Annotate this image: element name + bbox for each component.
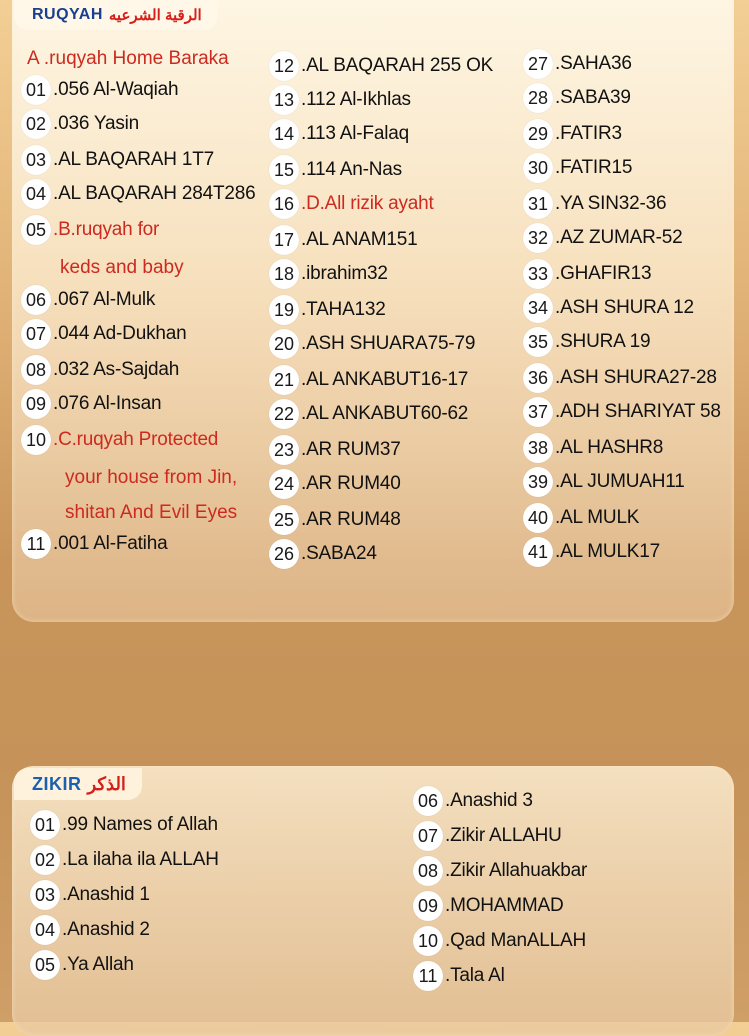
- item-number-badge: 22: [269, 399, 299, 429]
- ruqyah-title-en: RUQYAH: [32, 6, 103, 23]
- item-number-badge: 09: [21, 389, 51, 419]
- item-label: .SHURA 19: [555, 331, 651, 352]
- item-label: .AL MULK17: [555, 541, 661, 562]
- item-number-badge: 16: [269, 189, 299, 219]
- item-label: .114 An-Nas: [301, 159, 402, 180]
- list-item[interactable]: [269, 188, 434, 220]
- item-number-badge: 05: [30, 950, 60, 980]
- list-item[interactable]: [523, 502, 639, 534]
- item-label: .C.ruqyah Protected: [53, 429, 219, 450]
- item-label: .AL HASHR8: [555, 437, 664, 458]
- list-item[interactable]: [413, 855, 587, 887]
- list-item[interactable]: [30, 949, 134, 981]
- list-item[interactable]: [21, 74, 178, 106]
- section-c-continuation-1: your house from Jin,: [65, 467, 238, 488]
- item-number-badge: 37: [523, 397, 553, 427]
- list-item[interactable]: [523, 222, 682, 254]
- list-item[interactable]: [269, 258, 388, 290]
- item-number-badge: 41: [523, 537, 553, 567]
- item-number-badge: 10: [413, 926, 443, 956]
- item-number-badge: 31: [523, 189, 553, 219]
- item-number-badge: 24: [269, 469, 299, 499]
- item-label: .SABA39: [555, 87, 631, 108]
- item-number-badge: 33: [523, 259, 553, 289]
- item-label: .99 Names of Allah: [62, 814, 218, 835]
- list-item[interactable]: [21, 108, 139, 140]
- list-item[interactable]: [269, 504, 401, 536]
- item-number-badge: 35: [523, 327, 553, 357]
- item-label: .B.ruqyah for: [53, 219, 160, 240]
- zikir-title-en: ZIKIR: [32, 773, 82, 794]
- list-item[interactable]: [413, 960, 505, 992]
- item-number-badge: 07: [413, 821, 443, 851]
- list-item[interactable]: [269, 224, 417, 256]
- item-number-badge: 21: [269, 365, 299, 395]
- item-label: .AL BAQARAH 1T7: [53, 149, 215, 170]
- item-number-badge: 32: [523, 223, 553, 253]
- list-item[interactable]: [30, 879, 150, 911]
- item-number-badge: 04: [21, 179, 51, 209]
- item-label: .AL MULK: [555, 507, 640, 528]
- item-label: .AR RUM37: [301, 439, 401, 460]
- list-item[interactable]: [21, 354, 179, 386]
- item-number-badge: 29: [523, 119, 553, 149]
- list-item[interactable]: [269, 154, 402, 186]
- item-label: .GHAFIR13: [555, 263, 652, 284]
- item-label: .036 Yasin: [53, 113, 140, 134]
- item-label: .MOHAMMAD: [445, 895, 564, 916]
- item-label: .FATIR3: [555, 123, 622, 144]
- list-item[interactable]: [21, 318, 186, 350]
- list-item[interactable]: [523, 466, 685, 498]
- item-number-badge: 07: [21, 319, 51, 349]
- item-label: .ibrahim32: [301, 263, 388, 284]
- list-item[interactable]: [523, 362, 717, 394]
- list-item[interactable]: [21, 178, 256, 210]
- item-label: .056 Al-Waqiah: [53, 79, 179, 100]
- list-item[interactable]: [523, 152, 632, 184]
- item-label: .AL BAQARAH 255 OK: [301, 55, 494, 76]
- list-item[interactable]: [413, 890, 564, 922]
- ruqyah-title-ar: الرقية الشرعيه: [108, 7, 202, 24]
- item-number-badge: 27: [523, 49, 553, 79]
- section-a-heading: A .ruqyah Home Baraka: [27, 48, 229, 69]
- item-label: .ASH SHURA27-28: [555, 367, 717, 388]
- item-number-badge: 39: [523, 467, 553, 497]
- item-number-badge: 30: [523, 153, 553, 183]
- item-number-badge: 05: [21, 215, 51, 245]
- list-item[interactable]: [30, 844, 219, 876]
- item-label: .AL JUMUAH11: [555, 471, 685, 492]
- item-label: .Zikir Allahuakbar: [445, 860, 588, 881]
- item-number-badge: 40: [523, 503, 553, 533]
- item-label: .FATIR15: [555, 157, 633, 178]
- item-number-badge: 03: [21, 145, 51, 175]
- item-number-badge: 23: [269, 435, 299, 465]
- item-label: .TAHA132: [301, 299, 386, 320]
- list-item[interactable]: [21, 528, 167, 560]
- item-label: .AR RUM40: [301, 473, 401, 494]
- list-item[interactable]: [269, 364, 468, 396]
- item-label: .067 Al-Mulk: [53, 289, 156, 310]
- item-number-badge: 34: [523, 293, 553, 323]
- item-number-badge: 25: [269, 505, 299, 535]
- item-label: .Zikir ALLAHU: [445, 825, 562, 846]
- list-item[interactable]: [269, 118, 409, 150]
- item-number-badge: 28: [523, 83, 553, 113]
- item-label: .ADH SHARIYAT 58: [555, 401, 721, 422]
- list-item[interactable]: [523, 48, 632, 80]
- item-number-badge: 19: [269, 295, 299, 325]
- item-number-badge: 12: [269, 51, 299, 81]
- item-label: .113 Al-Falaq: [301, 123, 409, 144]
- list-item[interactable]: [269, 328, 475, 360]
- list-item[interactable]: [269, 398, 468, 430]
- item-number-badge: 01: [30, 810, 60, 840]
- item-label: .AL BAQARAH 284T286: [53, 183, 256, 204]
- item-label: .Anashid 2: [62, 919, 150, 940]
- list-item[interactable]: [269, 538, 377, 570]
- list-item[interactable]: [269, 434, 401, 466]
- item-label: .Tala Al: [445, 965, 505, 986]
- list-item[interactable]: [30, 914, 150, 946]
- list-item[interactable]: [523, 326, 650, 358]
- item-number-badge: 08: [413, 856, 443, 886]
- item-number-badge: 11: [413, 961, 443, 991]
- list-item[interactable]: [413, 820, 562, 852]
- item-label: .AL ANAM151: [301, 229, 418, 250]
- item-number-badge: 10: [21, 425, 51, 455]
- item-number-badge: 03: [30, 880, 60, 910]
- item-number-badge: 13: [269, 85, 299, 115]
- item-label: .AL ANKABUT16-17: [301, 369, 469, 390]
- item-number-badge: 06: [413, 786, 443, 816]
- item-label: .Qad ManALLAH: [445, 930, 587, 951]
- item-label: .SAHA36: [555, 53, 632, 74]
- item-label: .Ya Allah: [62, 954, 134, 975]
- item-number-badge: 02: [21, 109, 51, 139]
- item-label: .Anashid 1: [62, 884, 150, 905]
- list-item[interactable]: [269, 84, 411, 116]
- list-item[interactable]: [21, 144, 214, 176]
- list-item[interactable]: [523, 536, 660, 568]
- section-c-continuation-2: shitan And Evil Eyes: [65, 502, 238, 523]
- item-number-badge: 18: [269, 259, 299, 289]
- item-number-badge: 08: [21, 355, 51, 385]
- item-number-badge: 09: [413, 891, 443, 921]
- item-label: .Anashid 3: [445, 790, 533, 811]
- list-item[interactable]: [30, 809, 218, 841]
- section-b-continuation: keds and baby: [60, 257, 184, 278]
- item-number-badge: 11: [21, 529, 51, 559]
- zikir-header: [14, 768, 142, 800]
- list-item[interactable]: [21, 424, 218, 456]
- item-label: .112 Al-Ikhlas: [301, 89, 411, 110]
- list-item[interactable]: [523, 188, 666, 220]
- list-item[interactable]: [523, 292, 694, 324]
- list-item[interactable]: [523, 82, 631, 114]
- item-number-badge: 15: [269, 155, 299, 185]
- item-number-badge: 20: [269, 329, 299, 359]
- item-label: .AR RUM48: [301, 509, 401, 530]
- item-label: .ASH SHURA 12: [555, 297, 694, 318]
- item-number-badge: 26: [269, 539, 299, 569]
- list-item[interactable]: [523, 432, 663, 464]
- list-item[interactable]: [523, 396, 721, 428]
- item-label: .AL ANKABUT60-62: [301, 403, 469, 424]
- item-number-badge: 02: [30, 845, 60, 875]
- list-item[interactable]: [21, 214, 159, 246]
- item-label: .032 As-Sajdah: [53, 359, 180, 380]
- item-number-badge: 36: [523, 363, 553, 393]
- item-label: .076 Al-Insan: [53, 393, 162, 414]
- list-item[interactable]: [21, 284, 155, 316]
- item-label: .ASH SHUARA75-79: [301, 333, 476, 354]
- list-item[interactable]: [269, 50, 493, 82]
- item-label: .D.All rizik ayaht: [301, 193, 434, 214]
- list-item[interactable]: [413, 785, 533, 817]
- ruqyah-header: [14, 0, 218, 30]
- item-number-badge: 01: [21, 75, 51, 105]
- list-item[interactable]: [269, 468, 401, 500]
- item-number-badge: 04: [30, 915, 60, 945]
- item-number-badge: 06: [21, 285, 51, 315]
- item-label: .La ilaha ila ALLAH: [62, 849, 219, 870]
- item-label: .SABA24: [301, 543, 377, 564]
- zikir-title-ar: الذكر: [87, 773, 126, 794]
- item-label: .YA SIN32-36: [555, 193, 667, 214]
- list-item[interactable]: [21, 388, 161, 420]
- list-item[interactable]: [269, 294, 386, 326]
- item-number-badge: 38: [523, 433, 553, 463]
- item-label: .AZ ZUMAR-52: [555, 227, 683, 248]
- list-item[interactable]: [523, 118, 622, 150]
- item-number-badge: 17: [269, 225, 299, 255]
- list-item[interactable]: [413, 925, 586, 957]
- item-label: .044 Ad-Dukhan: [53, 323, 187, 344]
- item-label: .001 Al-Fatiha: [53, 533, 168, 554]
- list-item[interactable]: [523, 258, 651, 290]
- item-number-badge: 14: [269, 119, 299, 149]
